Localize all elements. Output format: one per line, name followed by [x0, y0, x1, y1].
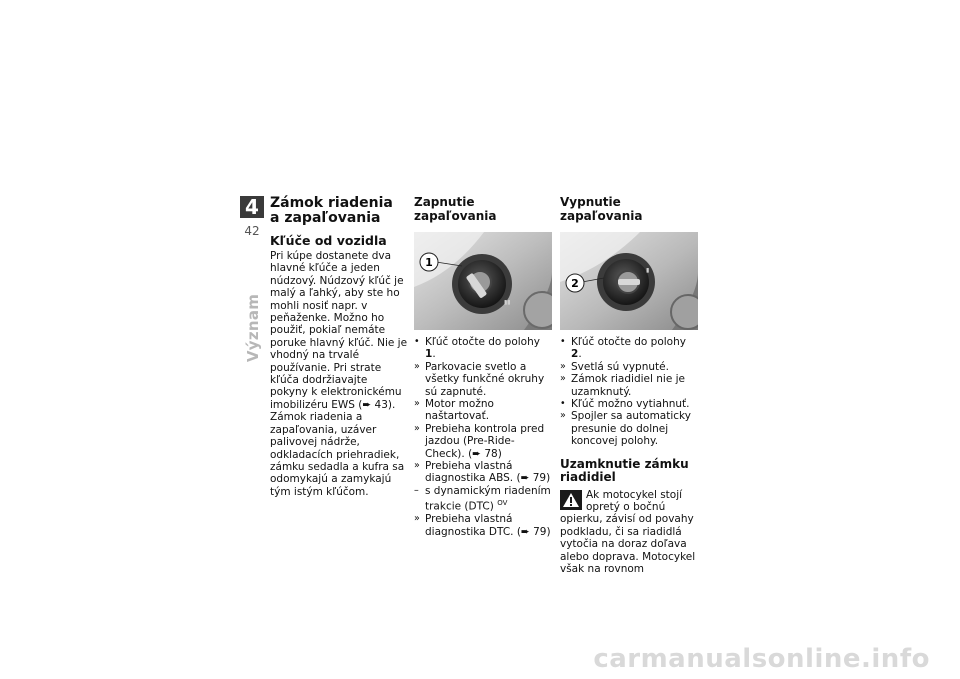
list-item: • Kľúč otočte do polohy 2. [560, 336, 686, 361]
keys-paragraph-end: ). [387, 398, 396, 411]
page-ref-number[interactable]: 43 [374, 398, 388, 411]
list-item: » Motor možno naštartovať. [414, 398, 494, 423]
page-ref-arrow-icon: ➨ [520, 525, 534, 538]
ignition-lock-photo-position-2 [560, 232, 698, 330]
list-item: » Zámok riadidiel nie je uzamknutý. [560, 373, 685, 398]
subheading-vehicle-keys: Kľúče od vozidla [270, 233, 387, 248]
photo-callout-2: 2 [571, 277, 579, 290]
list-item: • Kľúč možno vytiahnuť. [560, 398, 690, 411]
section-heading-ignition-off: Vypnutie zapaľovania [560, 195, 643, 223]
section-heading-ignition-lock: Zámok riadenia a zapaľovania [270, 195, 393, 226]
warning-block [560, 489, 698, 576]
warning-text: Ak motocykel stojí opretý o bočnú opierku, závisí od povahy podkladu, či sa riadidlá vytočia na doraz doľava alebo doprava. Motocykel však na rovnom [560, 488, 696, 576]
column-ignition-off [560, 196, 698, 576]
list-item: » Prebieha kontrola pred jazdou (Pre-Ride-Check). (➨ 78) [414, 422, 545, 460]
keys-paragraph-text: Pri kúpe dostanete dva hlavné kľúče a jeden núdzový. Núdzový kľúč je malý a ľahký, aby ste ho mohli nosiť napr. v peňaženke. Možno ho použiť, pokiaľ nemáte poruke hlavný kľúč. Nie je vhodný na trvalé používanie. Pri strate kľúča dodržiavajte pokyny k elektronickému imobilizéru EWS [270, 250, 408, 411]
list-item: – s dynamickým riadením trakcie (DTC) $^{OV}$ [414, 484, 551, 513]
page-ref-number[interactable]: 78 [484, 447, 498, 460]
page-number: 42 [244, 224, 260, 238]
locks-paragraph: Zámok riadenia a zapaľovania, uzáver palivovej nádrže, odkladacích priehradiek, zámku sedadla a kufra sa odomykajú a zamykajú tým istým kľúčom. [270, 411, 405, 498]
list-item: » Prebieha vlastná diagnostika ABS. (➨ 79) [414, 460, 551, 485]
ignition-lock-photo-position-1 [414, 232, 552, 330]
ignition-on-steps [414, 336, 552, 538]
page-ref-arrow-icon: ➨ [362, 398, 372, 411]
ignition-off-steps [560, 336, 698, 448]
chapter-title-vertical: Význam [244, 293, 262, 363]
svg-text:▮: ▮ [646, 267, 650, 274]
column-keys [270, 196, 408, 498]
svg-text:▮▮: ▮▮ [504, 299, 511, 306]
page-ref-number[interactable]: 79 [532, 472, 547, 485]
list-item: » Prebieha vlastná diagnostika DTC. (➨ 79) [414, 513, 551, 538]
subheading-lock-handlebars: Uzamknutie zámku riadidiel [560, 456, 689, 485]
page-ref-number[interactable]: 79 [533, 525, 547, 538]
warning-triangle-icon [560, 490, 582, 510]
page-ref-arrow-icon: ➨ [520, 472, 533, 485]
page-ref-arrow-icon: ➨ [472, 447, 485, 460]
list-item: » Spojler sa automaticky presunie do dolnej koncovej polohy. [560, 410, 691, 448]
list-item: » Svetlá sú vypnuté. [560, 360, 669, 373]
photo-callout-1: 1 [425, 256, 433, 269]
column-ignition-on [414, 196, 552, 538]
keys-paragraph: Pri kúpe dostanete dva hlavné kľúče a jeden núdzový. Núdzový kľúč je malý a ľahký, aby ste ho mohli nosiť napr. v peňaženke. Možno ho použiť, pokiaľ nemáte poruke hlavný kľúč. Nie je vhodný na trvalé používanie. Pri strate kľúča dodržiavajte pokyny k elektronickému imobilizéru EWS (➨ 43). [270, 250, 408, 411]
list-item: • Kľúč otočte do polohy 1. [414, 336, 540, 361]
list-item: » Parkovacie svetlo a všetky funkčné okruhy sú zapnuté. [414, 360, 545, 398]
watermark-text: carmanualsonline.info [593, 644, 930, 674]
option-superscript: OV [497, 499, 508, 508]
section-heading-ignition-on: Zapnutie zapaľovania [414, 195, 497, 223]
chapter-number-badge: 4 [240, 196, 264, 218]
